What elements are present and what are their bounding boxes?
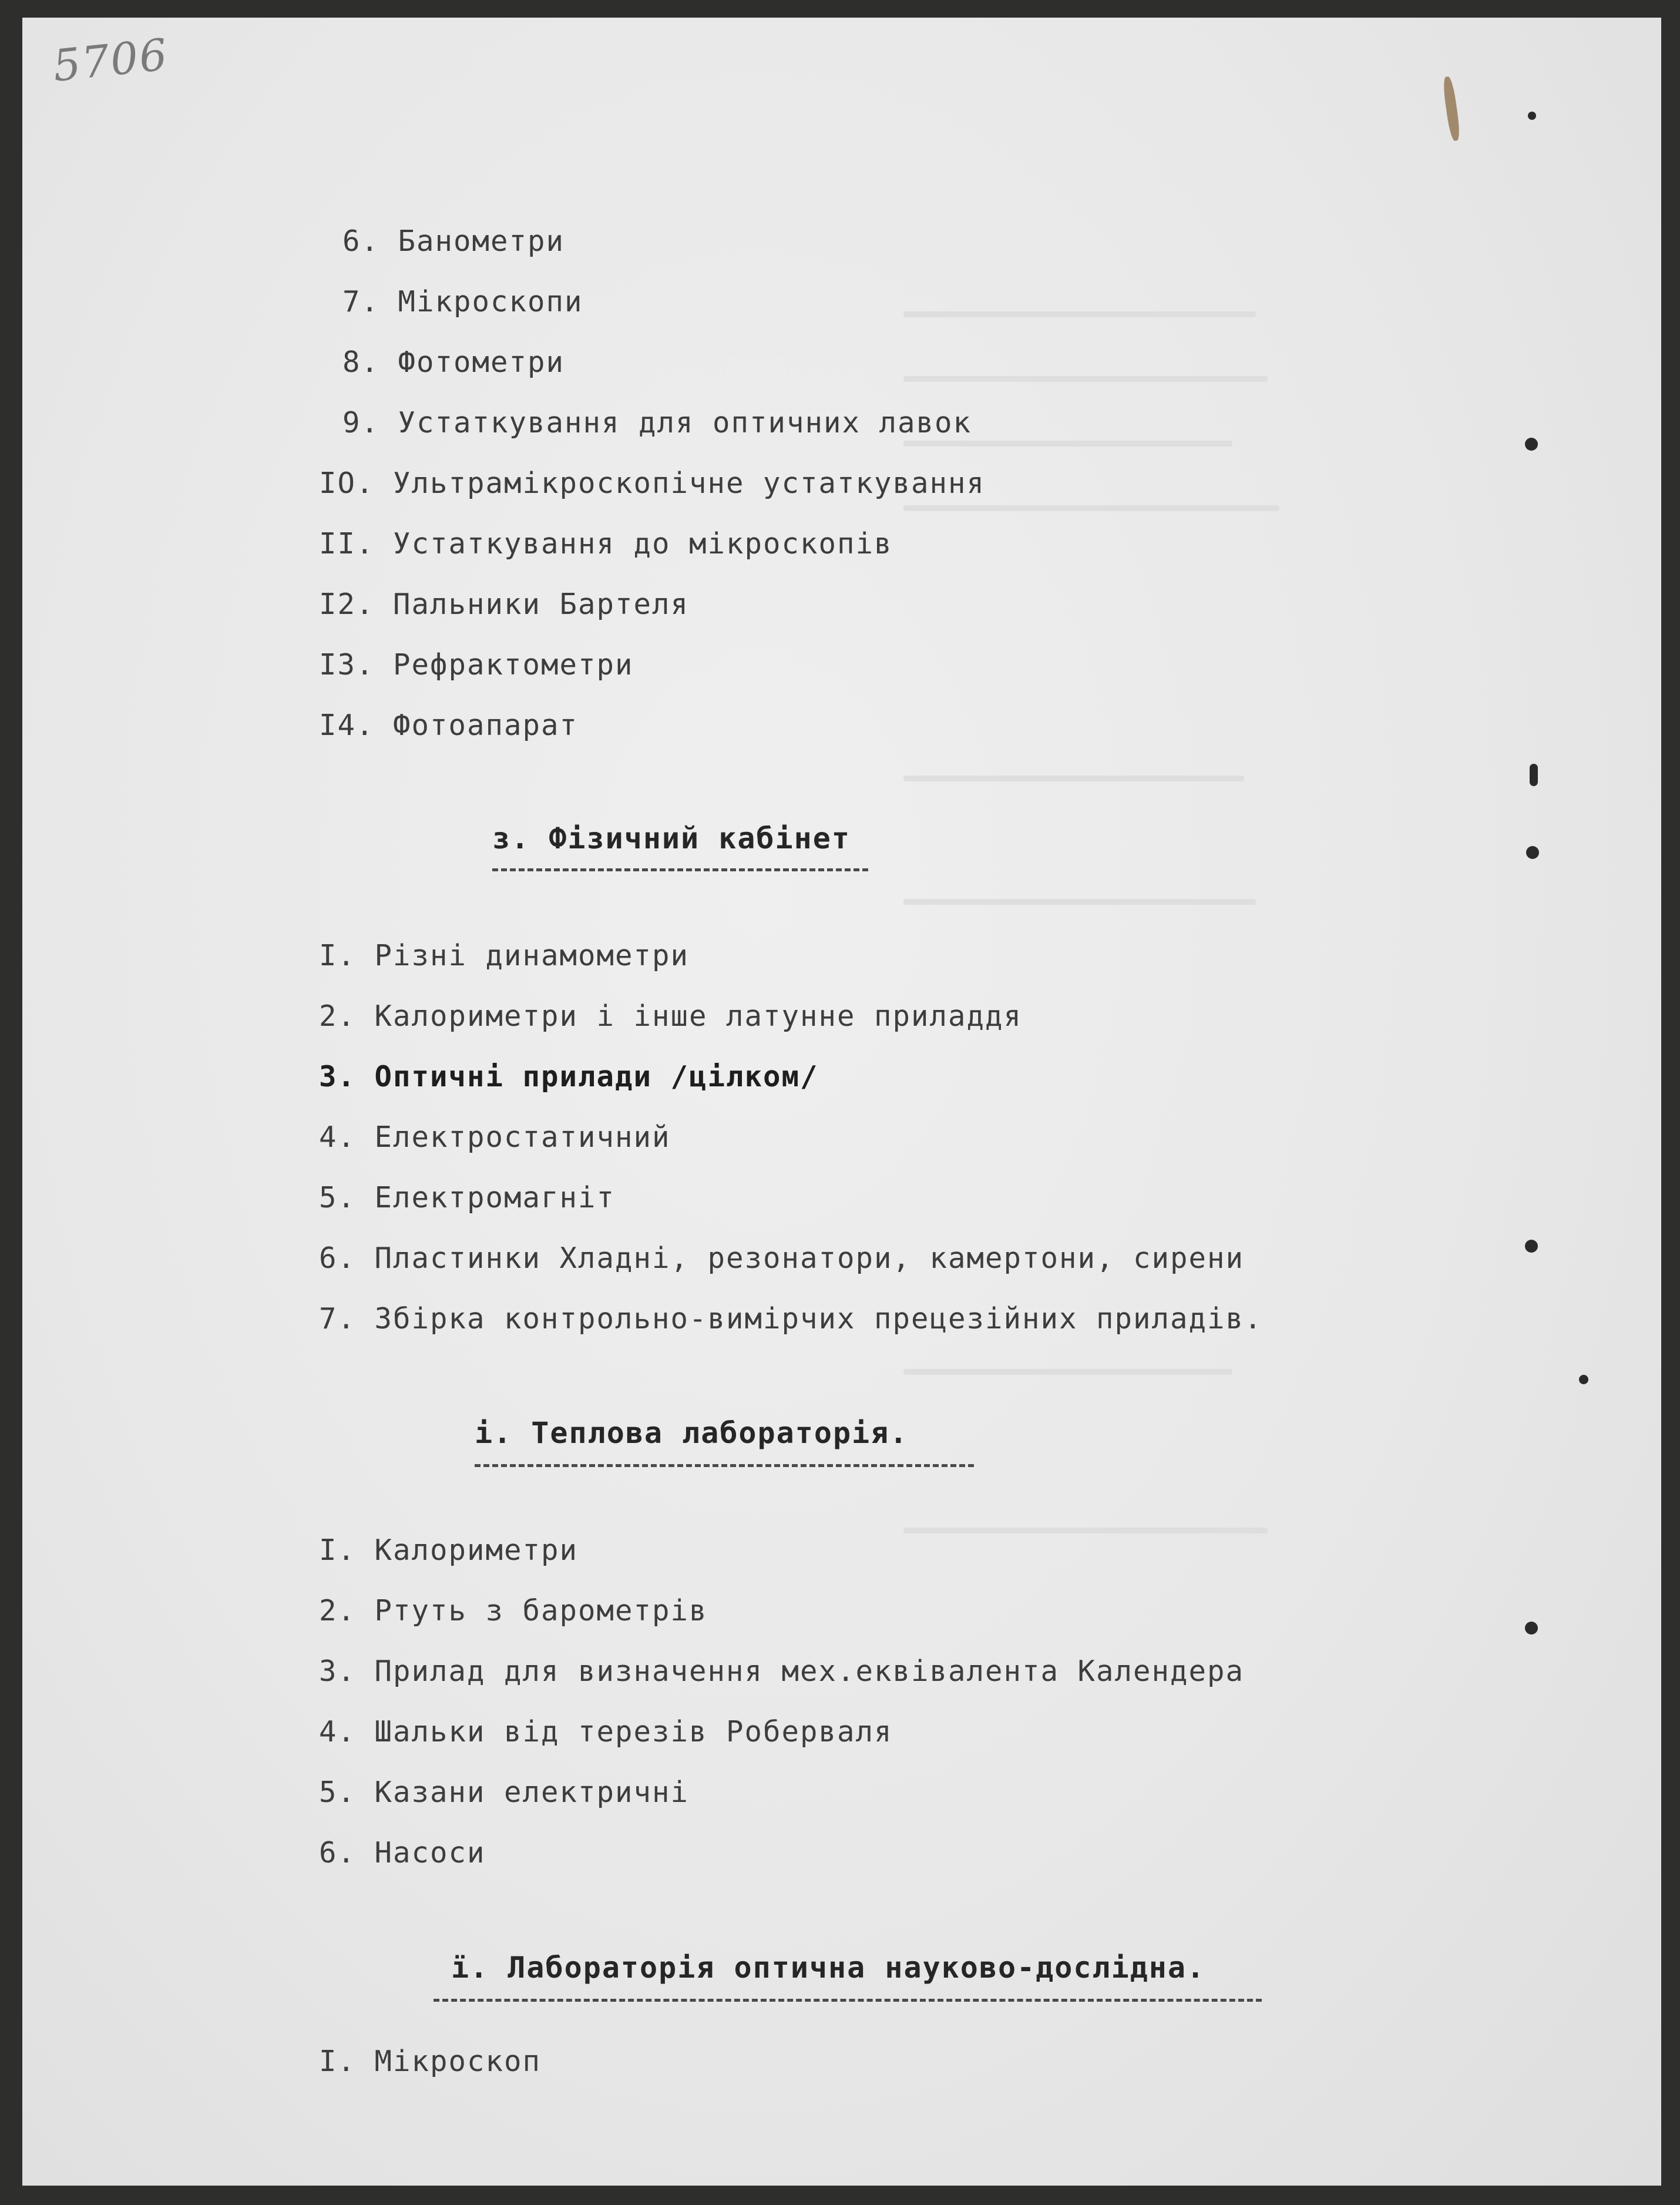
list-item — [319, 588, 689, 621]
list-item — [319, 1120, 671, 1154]
bleed-through — [903, 1528, 1268, 1533]
item-number: II. — [319, 527, 375, 561]
item-text: Насоси — [374, 1836, 486, 1870]
list-item — [342, 285, 583, 318]
list-item — [319, 527, 893, 561]
item-text: Різні динамометри — [374, 939, 690, 972]
list-item — [342, 406, 972, 439]
item-text: Калориметри — [374, 1533, 579, 1567]
item-text: Фотометри — [398, 345, 565, 379]
list-item — [319, 709, 578, 742]
document-page — [22, 18, 1661, 2186]
list-item — [319, 939, 689, 972]
item-number: 9. — [342, 406, 380, 439]
punch-hole — [1525, 1240, 1538, 1253]
item-text: Пальники Бартеля — [393, 588, 690, 621]
list-item — [319, 466, 985, 500]
item-text: Електростатичний — [374, 1120, 671, 1154]
punch-hole — [1525, 438, 1538, 451]
punch-hole — [1528, 112, 1536, 120]
list-item — [319, 2045, 541, 2078]
item-number: 4. — [319, 1715, 357, 1748]
item-text: Ультрамікроскопічне устаткування — [393, 466, 986, 500]
heading-underline — [492, 868, 868, 871]
item-text: Устаткування для оптичних лавок — [398, 406, 972, 439]
list-item — [319, 1241, 1244, 1275]
list-item — [319, 1594, 708, 1627]
item-text: Мікроскоп — [374, 2045, 542, 2078]
item-text: Пластинки Хладні, резонатори, камертони, сирени — [374, 1241, 1245, 1275]
list-item — [342, 224, 565, 258]
bleed-through — [903, 776, 1244, 781]
bleed-through — [903, 311, 1256, 317]
item-number: 4. — [319, 1120, 357, 1154]
item-text: Електромагніт — [374, 1181, 616, 1214]
item-text: Устаткування до мікроскопів — [393, 527, 893, 561]
item-text: Банометри — [398, 224, 565, 258]
list-item — [319, 1715, 893, 1748]
item-text: Казани електричні — [374, 1776, 690, 1809]
item-text: Рефрактометри — [393, 648, 634, 682]
item-number: 3. — [319, 1654, 357, 1688]
item-number: I4. — [319, 709, 375, 742]
item-number: 6. — [319, 1241, 357, 1275]
item-number: 8. — [342, 345, 380, 379]
item-number: I. — [319, 1533, 357, 1567]
item-text: Прилад для визначення мех.еквівалента Календера — [374, 1654, 1245, 1688]
item-number: 2. — [319, 1594, 357, 1627]
item-text: Мікроскопи — [398, 285, 583, 318]
item-number: 3. — [319, 1060, 357, 1093]
item-text: Калориметри і інше латунне приладдя — [374, 999, 1023, 1033]
list-item — [319, 1776, 689, 1809]
list-item — [319, 1533, 578, 1567]
item-number: 2. — [319, 999, 357, 1033]
punch-hole — [1530, 764, 1538, 786]
bleed-through — [903, 1369, 1232, 1375]
punch-hole — [1525, 1622, 1538, 1635]
archive-number: 5706 — [51, 29, 171, 92]
punch-hole — [1579, 1375, 1588, 1384]
item-number: 5. — [319, 1776, 357, 1809]
item-number: 7. — [342, 285, 380, 318]
list-item — [319, 648, 634, 682]
item-number: 5. — [319, 1181, 357, 1214]
bleed-through — [903, 899, 1256, 905]
list-item — [319, 1836, 486, 1870]
list-item — [319, 999, 1022, 1033]
bleed-through — [903, 376, 1268, 382]
rust-stain — [1442, 76, 1461, 141]
list-item — [319, 1302, 1263, 1335]
item-text: Оптичні прилади /цілком/ — [374, 1060, 819, 1093]
heading-underline — [434, 1999, 1262, 2002]
punch-hole — [1526, 846, 1539, 859]
item-text: Фотоапарат — [393, 709, 579, 742]
list-item — [319, 1654, 1244, 1688]
item-number: I. — [319, 939, 357, 972]
section-heading-physics: з. Фізичний кабінет — [492, 821, 851, 855]
bleed-through — [903, 441, 1232, 447]
item-number: 7. — [319, 1302, 357, 1335]
list-item — [342, 345, 565, 379]
list-item — [319, 1181, 615, 1214]
list-item — [319, 1060, 819, 1093]
item-number: 6. — [319, 1836, 357, 1870]
item-number: 6. — [342, 224, 380, 258]
item-text: Шальки від терезів Роберваля — [374, 1715, 893, 1748]
item-text: Збірка контрольно-вимірчих прецезійних приладів. — [374, 1302, 1263, 1335]
item-number: I2. — [319, 588, 375, 621]
section-heading-optical-lab: ї. Лабораторія оптична науково-дослідна. — [451, 1951, 1206, 1985]
item-number: I3. — [319, 648, 375, 682]
heading-underline — [475, 1464, 974, 1467]
item-number: I. — [319, 2045, 357, 2078]
section-heading-thermal-lab: і. Теплова лабораторія. — [475, 1416, 909, 1450]
item-number: IO. — [319, 466, 375, 500]
bleed-through — [903, 505, 1279, 511]
item-text: Ртуть з барометрів — [374, 1594, 708, 1627]
